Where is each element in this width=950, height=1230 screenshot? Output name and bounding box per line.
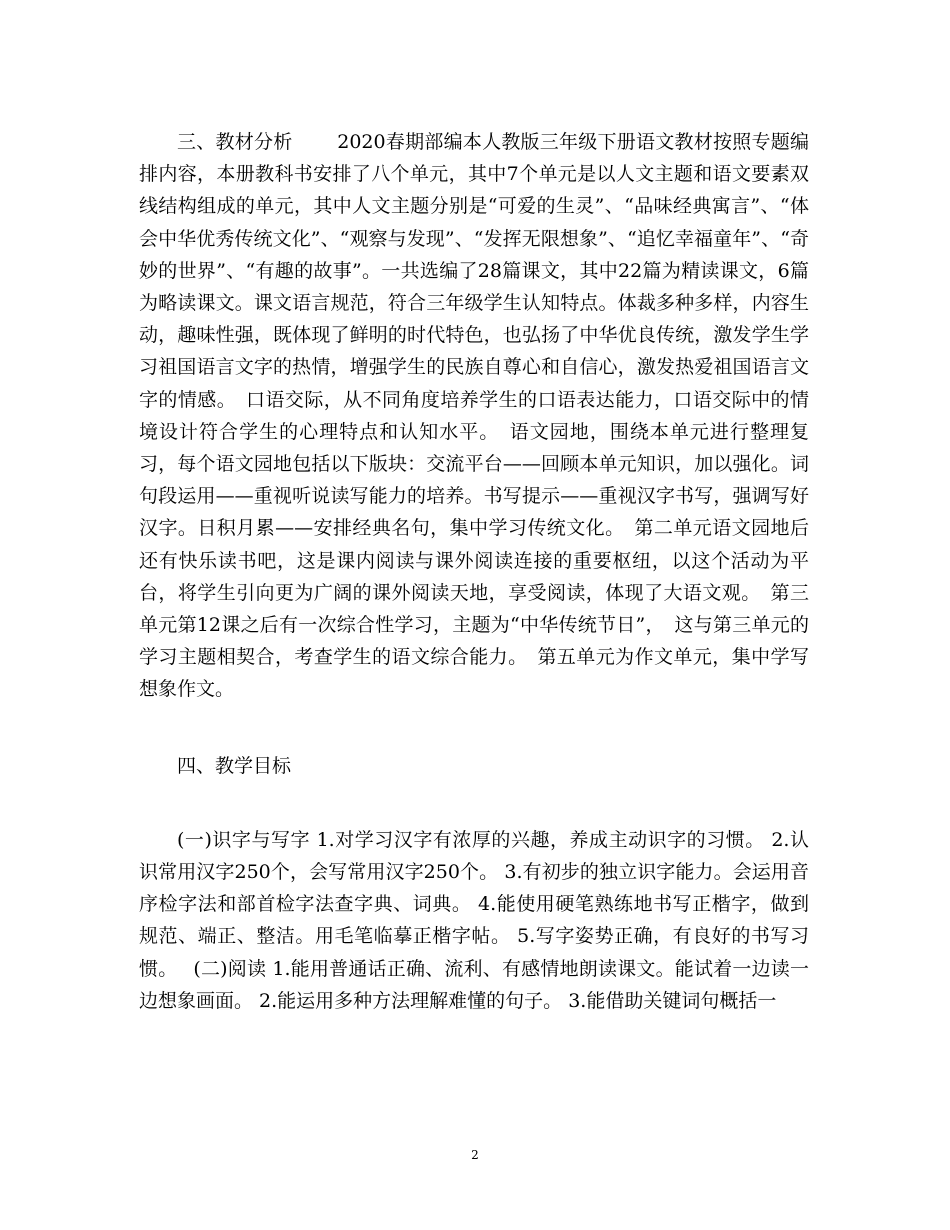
- paragraph-textbook-analysis: 三、教材分析 2020春期部编本人教版三年级下册语文教材按照专题编排内容，本册教科书安排了八个单元，其中7个单元是以人文主题和语文要素双线结构组成的单元，其中人文主题分别是“可爱的生灵”、“品味经典寓言”、“体会中华优秀传统文化”、“观察与发现”、“发挥无限想象”、“追忆幸福童年”、“奇妙的世界”、“有趣的故事”。一共选编了28篇课文，其中22篇为精读课文，6篇为略读课文。课文语言规范，符合三年级学生认知特点。体裁多种多样，内容生动，趣味性强，既体现了鲜明的时代特色，也弘扬了中华优良传统，激发学生学习祖国语言文字的热情，增强学生的民族自尊心和自信心，激发热爱祖国语言文字的情感。 口语交际，从不同角度培养学生的口语表达能力，口语交际中的情境设计符合学生的心理特点和认知水平。 语文园地，围绕本单元进行整理复习，每个语文园地包括以下版块：交流平台——回顾本单元知识，加以强化。词句段运用——重视听说读写能力的培养。书写提示——重视汉字书写，强调写好汉字。日积月累——安排经典名句，集中学习传统文化。 第二单元语文园地后还有快乐读书吧，这是课内阅读与课外阅读连接的重要枢纽，以这个活动为平台，将学生引向更为广阔的课外阅读天地，享受阅读，体现了大语文观。 第三单元第12课之后有一次综合性学习，主题为“中华传统节日”， 这与第三单元的学习主题相契合，考查学生的语文综合能力。 第五单元为作文单元，集中学写想象作文。: [139, 131, 809, 701]
- page-number: 2: [471, 1148, 479, 1162]
- document-body: [139, 126, 809, 1017]
- section-heading-teaching-goals: 四、教学目标: [177, 754, 292, 777]
- paragraph-literacy-reading-goals: (一)识字与写字 1.对学习汉字有浓厚的兴趣，养成主动识字的习惯。 2.认识常用汉字250个，会写常用汉字250个。 3.有初步的独立识字能力。会运用音序检字法和部首检字法查字典、词典。 4.能使用硬笔熟练地书写正楷字，做到规范、端正、整洁。用毛笔临摹正楷字帖。 5.写字姿势正确，有良好的书写习惯。 (二)阅读 1.能用普通话正确、流利、有感情地朗读课文。能试着一边读一边想象画面。 2.能运用多种方法理解难懂的句子。 3.能借助关键词句概括一: [139, 828, 809, 1012]
